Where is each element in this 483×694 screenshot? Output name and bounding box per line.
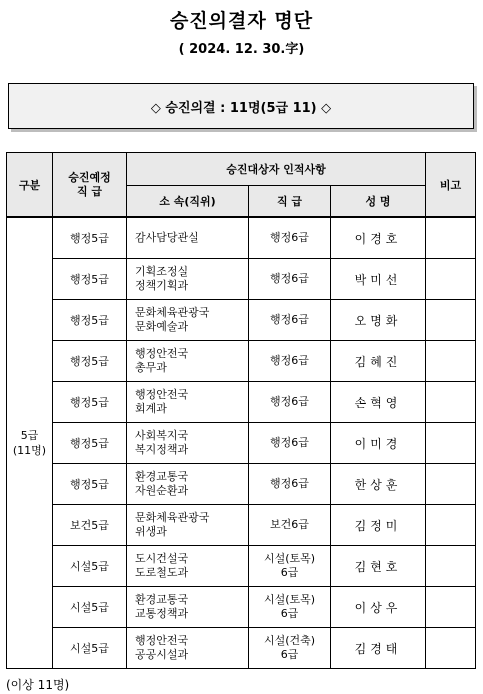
name-cell: 이미경 bbox=[331, 423, 426, 464]
summary-text: ◇ 승진의결 : 11명(5급 11) ◇ bbox=[150, 100, 332, 116]
table-row bbox=[7, 423, 476, 464]
current-grade-cell: 행정6급 bbox=[249, 382, 331, 423]
note-cell bbox=[426, 341, 476, 382]
footer-note: (이상 11명) bbox=[6, 678, 70, 692]
dept-cell bbox=[127, 546, 249, 587]
planned-grade-cell: 시설5급 bbox=[53, 546, 127, 587]
dept-line: 행정안전국 bbox=[135, 388, 189, 401]
header-name: 성 명 bbox=[331, 186, 426, 218]
page-title: 승진의결자 명단 bbox=[169, 10, 314, 32]
dept-cell bbox=[127, 423, 249, 464]
dept-line: 사회복지국 bbox=[135, 429, 189, 442]
dept-cell bbox=[127, 382, 249, 423]
note-cell bbox=[426, 300, 476, 341]
planned-grade-cell: 행정5급 bbox=[53, 341, 127, 382]
dept-line: 문화체육관광국 bbox=[135, 511, 210, 524]
header-target-info: 승진대상자 인적사항 bbox=[127, 153, 426, 186]
note-cell bbox=[426, 628, 476, 669]
promotion-table bbox=[6, 152, 476, 669]
table-row bbox=[7, 505, 476, 546]
dept-cell bbox=[127, 587, 249, 628]
table-row bbox=[7, 628, 476, 669]
category-cell: 5급 (11명) bbox=[7, 217, 53, 669]
dept-line: 총무과 bbox=[135, 361, 167, 374]
note-cell bbox=[426, 382, 476, 423]
name-cell: 박미선 bbox=[331, 259, 426, 300]
table-row bbox=[7, 217, 476, 259]
planned-grade-cell: 행정5급 bbox=[53, 217, 127, 259]
dept-line: 회계과 bbox=[135, 402, 167, 415]
dept-line: 행정안전국 bbox=[135, 347, 189, 360]
current-grade-cell: 행정6급 bbox=[249, 300, 331, 341]
dept-line: 도로철도과 bbox=[135, 566, 189, 579]
current-grade-cell: 행정6급 bbox=[249, 341, 331, 382]
planned-grade-cell: 보건5급 bbox=[53, 505, 127, 546]
dept-line: 복지정책과 bbox=[135, 443, 189, 456]
header-grade: 직 급 bbox=[249, 186, 331, 218]
dept-line: 위생과 bbox=[135, 525, 167, 538]
name-cell: 이경호 bbox=[331, 217, 426, 259]
header-dept: 소 속(직위) bbox=[127, 186, 249, 218]
planned-grade-cell: 시설5급 bbox=[53, 628, 127, 669]
table-row bbox=[7, 587, 476, 628]
note-cell bbox=[426, 587, 476, 628]
table-body bbox=[7, 217, 476, 669]
planned-grade-cell: 행정5급 bbox=[53, 382, 127, 423]
dept-line: 문화체육관광국 bbox=[135, 306, 210, 319]
dept-cell bbox=[127, 217, 249, 259]
header-note: 비고 bbox=[426, 153, 476, 218]
dept-cell bbox=[127, 300, 249, 341]
note-cell bbox=[426, 217, 476, 259]
header-category: 구분 bbox=[7, 153, 53, 218]
dept-line: 자원순환과 bbox=[135, 484, 189, 497]
dept-cell bbox=[127, 259, 249, 300]
name-cell: 이상우 bbox=[331, 587, 426, 628]
planned-grade-cell: 행정5급 bbox=[53, 423, 127, 464]
header-planned-grade: 승진예정 직 급 bbox=[53, 153, 127, 218]
current-grade-cell: 행정6급 bbox=[249, 464, 331, 505]
dept-line: 교통정책과 bbox=[135, 607, 189, 620]
dept-cell bbox=[127, 505, 249, 546]
current-grade-cell: 시설(토목) 6급 bbox=[249, 546, 331, 587]
planned-grade-cell: 행정5급 bbox=[53, 300, 127, 341]
planned-grade-cell: 행정5급 bbox=[53, 259, 127, 300]
note-cell bbox=[426, 464, 476, 505]
dept-line: 도시건설국 bbox=[135, 552, 189, 565]
current-grade-cell: 시설(토목) 6급 bbox=[249, 587, 331, 628]
dept-cell bbox=[127, 341, 249, 382]
summary-box bbox=[8, 83, 474, 129]
note-cell bbox=[426, 505, 476, 546]
name-cell: 김경태 bbox=[331, 628, 426, 669]
name-cell: 손혁영 bbox=[331, 382, 426, 423]
dept-cell bbox=[127, 464, 249, 505]
dept-line: 환경교통국 bbox=[135, 593, 189, 606]
dept-line: 공공시설과 bbox=[135, 648, 189, 661]
dept-line: 환경교통국 bbox=[135, 470, 189, 483]
table-row bbox=[7, 300, 476, 341]
note-cell bbox=[426, 423, 476, 464]
dept-line: 문화예술과 bbox=[135, 320, 189, 333]
table-row bbox=[7, 341, 476, 382]
current-grade-cell: 시설(건축) 6급 bbox=[249, 628, 331, 669]
table-row bbox=[7, 546, 476, 587]
document-date: ( 2024. 12. 30.字) bbox=[178, 42, 305, 57]
name-cell: 김혜진 bbox=[331, 341, 426, 382]
dept-line: 기획조정실 bbox=[135, 265, 189, 278]
current-grade-cell: 행정6급 bbox=[249, 423, 331, 464]
current-grade-cell: 보건6급 bbox=[249, 505, 331, 546]
table-row bbox=[7, 259, 476, 300]
name-cell: 한상훈 bbox=[331, 464, 426, 505]
planned-grade-cell: 시설5급 bbox=[53, 587, 127, 628]
note-cell bbox=[426, 259, 476, 300]
planned-grade-cell: 행정5급 bbox=[53, 464, 127, 505]
dept-line: 행정안전국 bbox=[135, 634, 189, 647]
dept-line: 정책기획과 bbox=[135, 279, 189, 292]
table-row bbox=[7, 382, 476, 423]
name-cell: 김정미 bbox=[331, 505, 426, 546]
current-grade-cell: 행정6급 bbox=[249, 217, 331, 259]
current-grade-cell: 행정6급 bbox=[249, 259, 331, 300]
table-row bbox=[7, 464, 476, 505]
dept-cell bbox=[127, 628, 249, 669]
note-cell bbox=[426, 546, 476, 587]
name-cell: 김현호 bbox=[331, 546, 426, 587]
name-cell: 오명화 bbox=[331, 300, 426, 341]
dept-line: 감사담당관실 bbox=[135, 231, 199, 244]
